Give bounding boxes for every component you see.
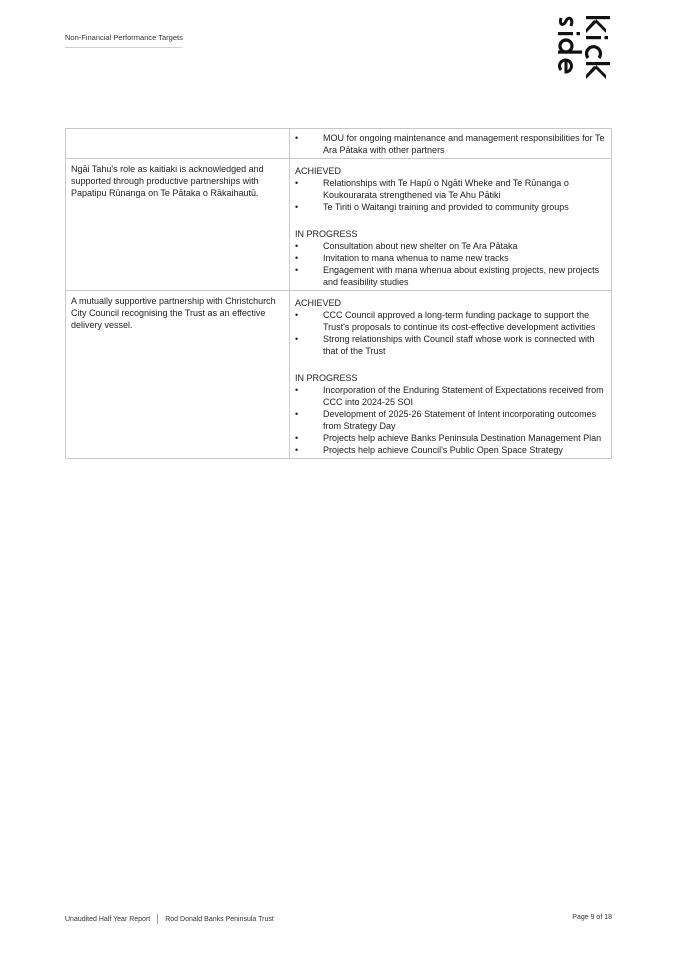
list-item-text: MOU for ongoing maintenance and management responsibilities for Te Ara Pātaka with other partners bbox=[323, 133, 605, 155]
list-item-text: CCC Council approved a long-term funding package to support the Trust's proposals to continue its cost-effective development activities bbox=[323, 310, 596, 332]
list-item bbox=[295, 132, 606, 156]
table-row bbox=[66, 291, 612, 459]
list-item bbox=[295, 264, 606, 288]
target-text bbox=[66, 129, 289, 137]
list-item bbox=[295, 384, 606, 408]
list-item-text: Projects help achieve Council's Public Open Space Strategy bbox=[323, 445, 563, 455]
status-label: ACHIEVED bbox=[295, 166, 342, 176]
bullet-list bbox=[295, 309, 606, 357]
progress-cell bbox=[290, 159, 612, 291]
list-item-text: Invitation to mana whenua to name new tracks bbox=[323, 253, 509, 263]
list-item bbox=[295, 309, 606, 333]
bullet-icon: • bbox=[295, 253, 299, 263]
bullet-icon: • bbox=[295, 334, 299, 344]
list-item bbox=[295, 333, 606, 357]
status-label: IN PROGRESS bbox=[295, 229, 358, 239]
list-item bbox=[295, 432, 606, 444]
list-item bbox=[295, 408, 606, 432]
target-text: A mutually supportive partnership with Christchurch City Council recognising the Trust as an effective delivery vessel. bbox=[71, 296, 276, 330]
bullet-icon: • bbox=[295, 241, 299, 251]
bullet-list bbox=[295, 240, 606, 288]
progress-cell bbox=[290, 291, 612, 459]
list-item-text: Strong relationships with Council staff whose work is connected with that of the Trust bbox=[323, 334, 595, 356]
list-item bbox=[295, 252, 606, 264]
progress-cell bbox=[290, 129, 612, 159]
target-text: Ngāi Tahu's role as kaitiaki is acknowledged and supported through productive partnerships with Papatipu Rūnanga on Te Pātaka o Rākaihautū. bbox=[71, 164, 264, 198]
footer-organisation: Rod Donald Banks Peninsula Trust bbox=[165, 915, 274, 923]
list-item-text: Consultation about new shelter on Te Ara Pātaka bbox=[323, 241, 518, 251]
page-header-title: Non-Financial Performance Targets bbox=[65, 33, 183, 42]
list-item-text: Engagement with mana whenua about existing projects, new projects and feasibility studies bbox=[323, 265, 600, 287]
list-item bbox=[295, 201, 606, 213]
footer-report-title: Unaudited Half Year Report bbox=[65, 915, 151, 923]
list-item-text: Development of 2025-26 Statement of Intent incorporating outcomes from Strategy Day bbox=[323, 409, 597, 431]
logo-lettering-side bbox=[558, 18, 582, 72]
bullet-list bbox=[295, 177, 606, 213]
bullet-icon: • bbox=[295, 310, 299, 320]
bullet-icon: • bbox=[295, 409, 299, 419]
performance-targets-table bbox=[65, 128, 612, 459]
list-item-text: Te Tiriti o Waitangi training and provided to community groups bbox=[323, 202, 569, 212]
list-item-text: Incorporation of the Enduring Statement of Expectations received from CCC into 2024-25 SOI bbox=[323, 385, 604, 407]
bullet-icon: • bbox=[295, 202, 299, 212]
target-cell bbox=[66, 129, 290, 159]
table-row bbox=[66, 129, 612, 159]
bullet-list bbox=[295, 384, 606, 456]
header-divider bbox=[65, 47, 182, 48]
list-item-text: Relationships with Te Hapū o Ngāti Wheke and Te Rūnanga o Koukourarata strengthened via Te Ahu Pātiki bbox=[323, 178, 569, 200]
target-cell bbox=[66, 159, 290, 291]
target-cell bbox=[66, 291, 290, 459]
status-label: IN PROGRESS bbox=[295, 373, 358, 383]
bullet-icon: • bbox=[295, 133, 299, 143]
bullet-icon: • bbox=[295, 385, 299, 395]
bullet-icon: • bbox=[295, 445, 299, 455]
logo-lettering-kick bbox=[586, 16, 610, 79]
bullet-list bbox=[295, 132, 606, 156]
list-item bbox=[295, 177, 606, 201]
bullet-icon: • bbox=[295, 178, 299, 188]
status-label: ACHIEVED bbox=[295, 298, 342, 308]
list-item bbox=[295, 444, 606, 456]
footer-separator bbox=[157, 914, 158, 924]
kickside-logo bbox=[558, 14, 614, 80]
table-row bbox=[66, 159, 612, 291]
list-item bbox=[295, 240, 606, 252]
list-item-text: Projects help achieve Banks Peninsula Destination Management Plan bbox=[323, 433, 602, 443]
bullet-icon: • bbox=[295, 433, 299, 443]
footer-page-number: Page 9 of 18 bbox=[572, 914, 612, 921]
bullet-icon: • bbox=[295, 265, 299, 275]
